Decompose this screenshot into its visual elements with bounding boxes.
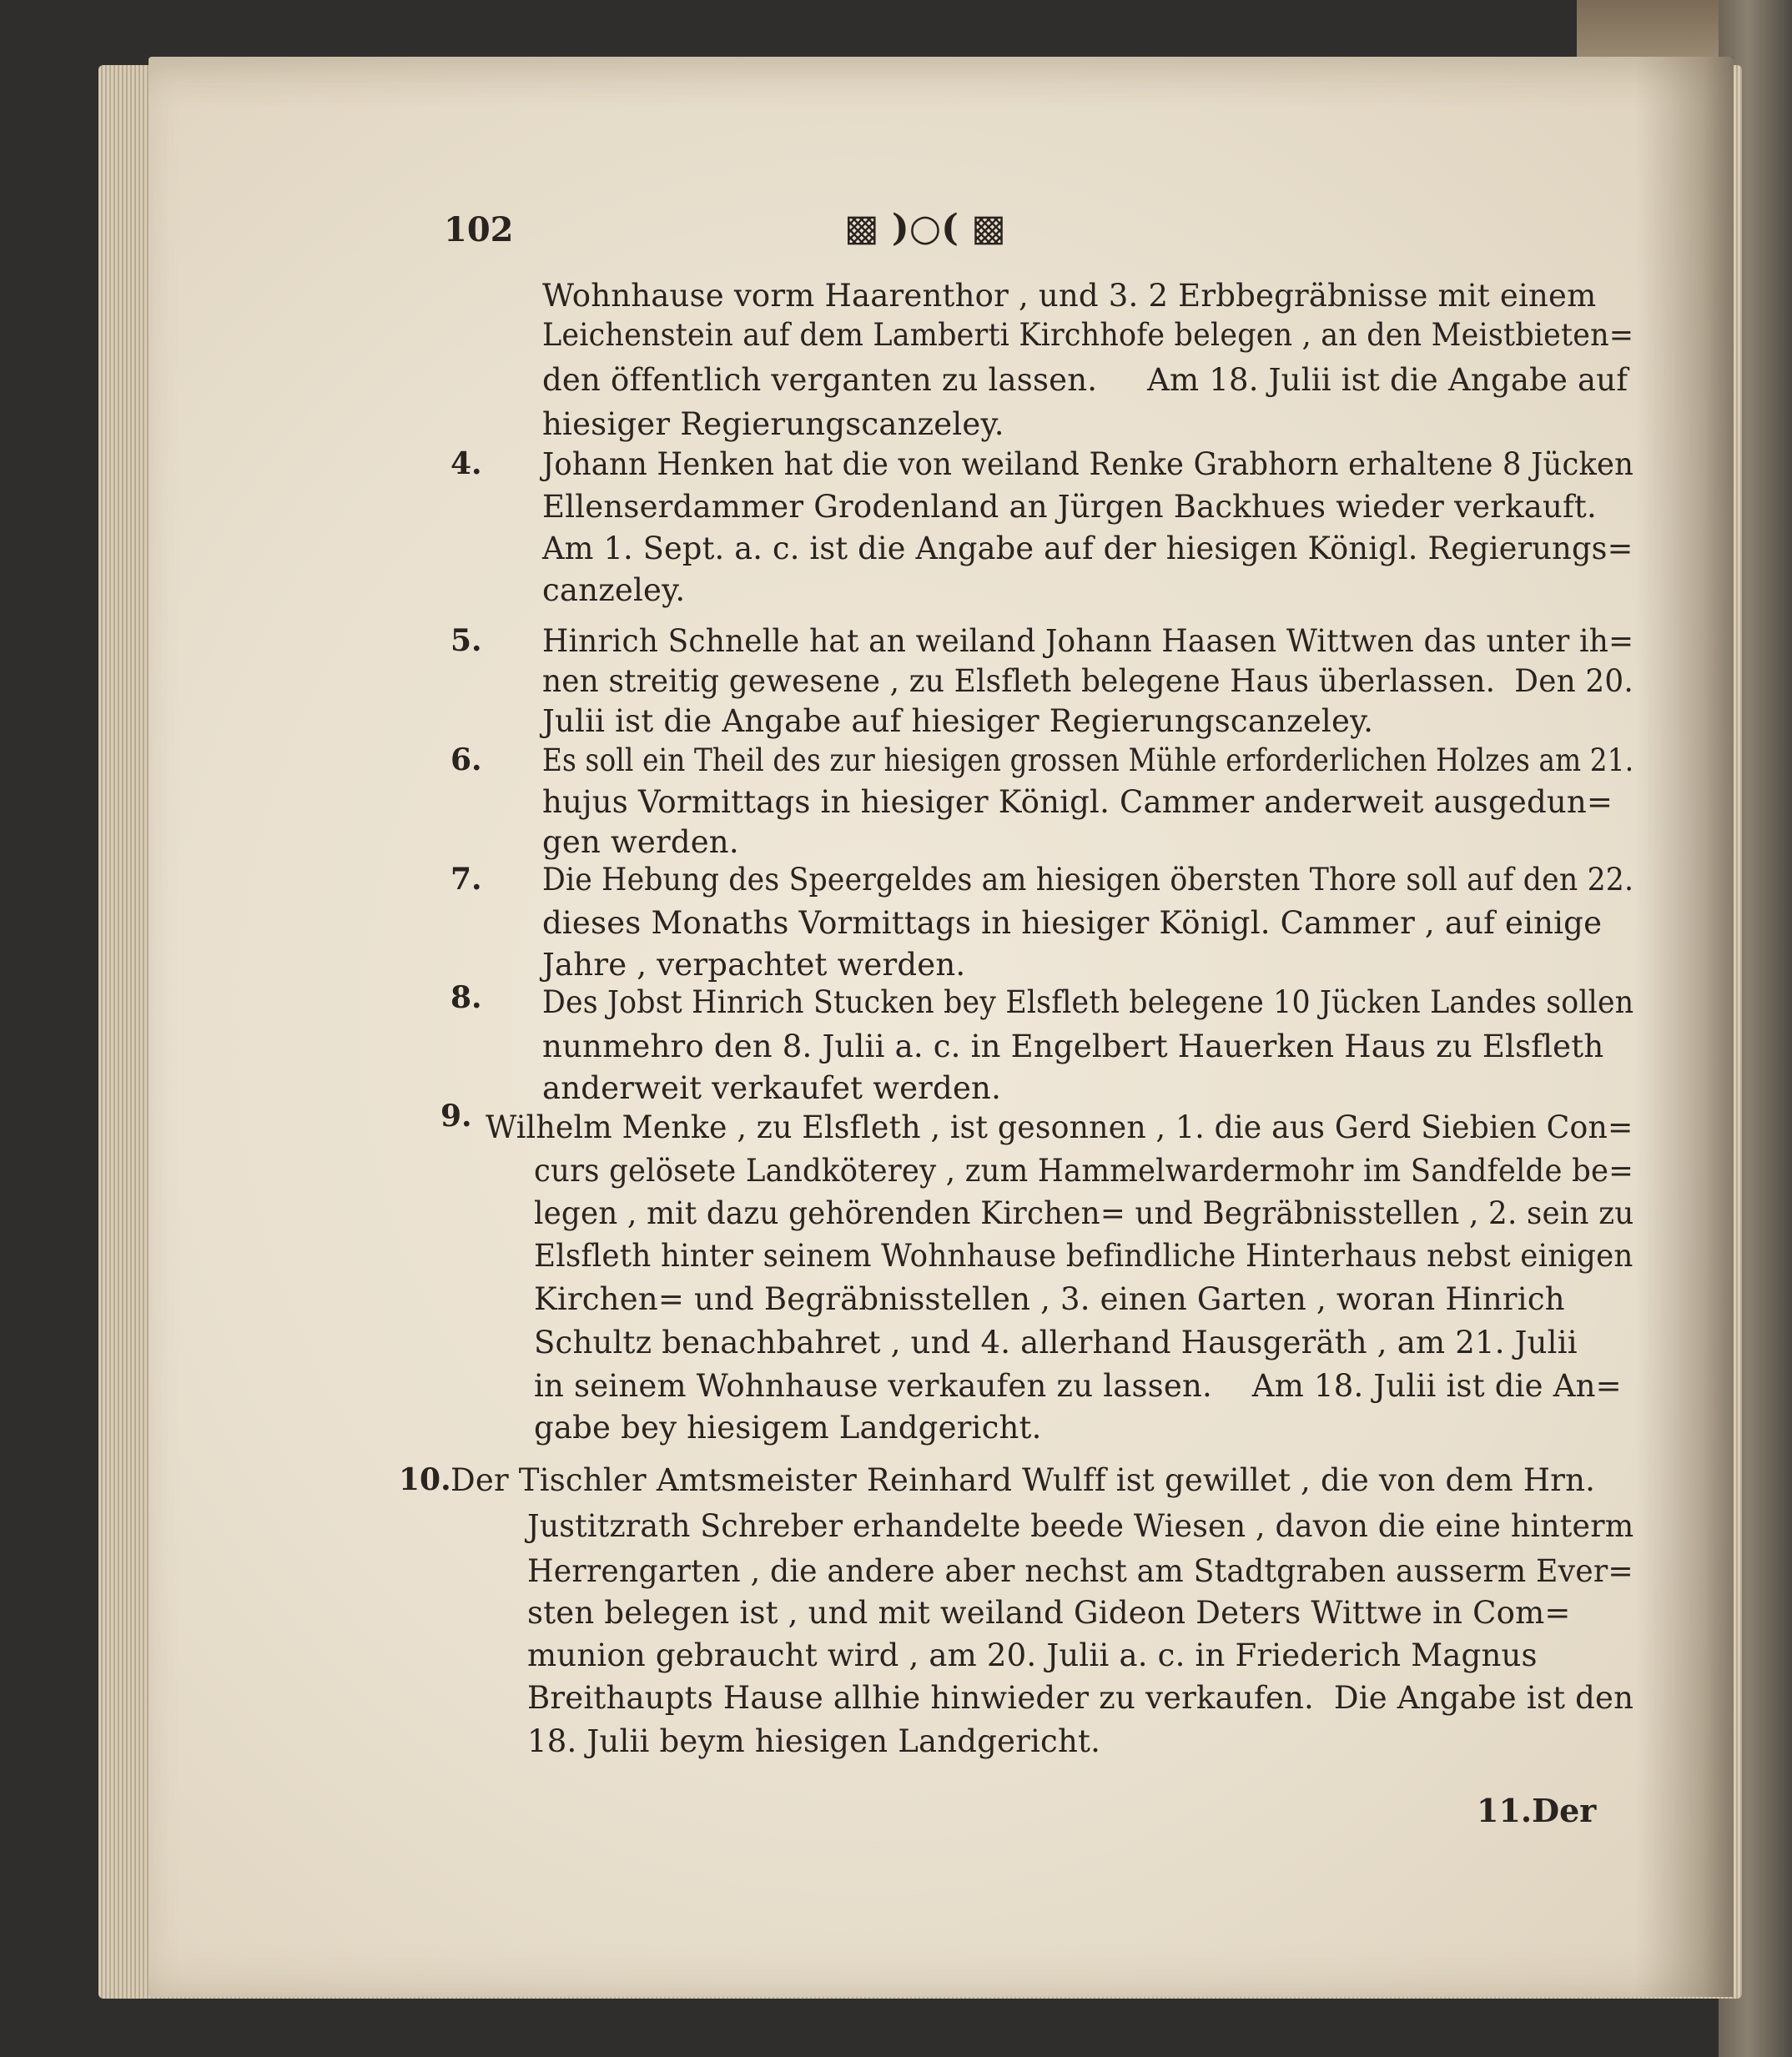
- text-line: Julii ist die Angabe auf hiesiger Regierungscanzeley.: [542, 703, 1374, 739]
- text-line: Ellenserdammer Grodenland an Jürgen Backhues wieder verkauft.: [542, 489, 1597, 525]
- text-line: Am 1. Sept. a. c. ist die Angabe auf der hiesigen Königl. Regierungs=: [542, 531, 1633, 566]
- text-line: gabe bey hiesigem Landgericht.: [534, 1410, 1042, 1446]
- text-line: sten belegen ist , und mit weiland Gideon Deters Wittwe in Com=: [527, 1595, 1571, 1631]
- entry-number: 8.: [451, 980, 482, 1015]
- text-line: Herrengarten , die andere aber nechst am Stadtgraben ausserm Ever=: [527, 1553, 1633, 1589]
- entry-number: 5.: [451, 623, 482, 658]
- entry-number: 10.: [399, 1462, 451, 1497]
- text-line: Leichenstein auf dem Lamberti Kirchhofe belegen , an den Meistbieten=: [542, 317, 1634, 353]
- entry-number: 9.: [440, 1099, 472, 1134]
- text-line: dieses Monaths Vormittags in hiesiger Königl. Cammer , auf einige: [542, 905, 1603, 941]
- text-line: Elsfleth hinter seinem Wohnhause befindliche Hinterhaus nebst einigen: [534, 1238, 1633, 1274]
- text-line: Johann Henken hat die von weiland Renke Grabhorn erhaltene 8 Jücken: [542, 446, 1634, 482]
- page-number: 102: [444, 210, 514, 249]
- page-gutter-shadow: [1635, 57, 1734, 1997]
- text-line: Kirchen= und Begräbnisstellen , 3. einen Garten , woran Hinrich: [534, 1281, 1565, 1317]
- text-line: munion gebraucht wird , am 20. Julii a. c. in Friederich Magnus: [527, 1637, 1538, 1673]
- text-line: hiesiger Regierungscanzeley.: [542, 406, 1004, 442]
- text-line: Wilhelm Menke , zu Elsfleth , ist gesonnen , 1. die aus Gerd Siebien Con=: [486, 1109, 1633, 1145]
- text-line: nunmehro den 8. Julii a. c. in Engelbert Hauerken Haus zu Elsfleth: [542, 1028, 1604, 1064]
- text-line: curs gelösete Landköterey , zum Hammelwardermohr im Sandfelde be=: [534, 1153, 1634, 1189]
- text-line: Schultz benachbahret , und 4. allerhand Hausgeräth , am 21. Julii: [534, 1325, 1578, 1360]
- text-line: canzeley.: [542, 572, 686, 608]
- text-line: Breithaupts Hause allhie hinwieder zu verkaufen. Die Angabe ist den: [527, 1680, 1634, 1716]
- text-line: in seinem Wohnhause verkaufen zu lassen. Am 18. Julii ist die An=: [534, 1368, 1622, 1404]
- text-line: 18. Julii beym hiesigen Landgericht.: [527, 1723, 1101, 1759]
- text-line: Des Jobst Hinrich Stucken bey Elsfleth belegene 10 Jücken Landes sollen: [542, 984, 1634, 1020]
- text-line: den öffentlich verganten zu lassen. Am 18. Julii ist die Angabe auf: [542, 362, 1628, 398]
- header-ornament: ▩ )○( ▩: [844, 207, 1006, 249]
- text-line: Justitzrath Schreber erhandelte beede Wiesen , davon die eine hinterm: [527, 1508, 1634, 1544]
- entry-number: 6.: [451, 742, 482, 777]
- text-line: gen werden.: [542, 824, 739, 860]
- catchword: 11.Der: [1477, 1792, 1597, 1829]
- text-line: hujus Vormittags in hiesiger Königl. Cammer anderweit ausgedun=: [542, 784, 1613, 820]
- text-line: Jahre , verpachtet werden.: [542, 947, 966, 983]
- text-line: legen , mit dazu gehörenden Kirchen= und Begräbnisstellen , 2. sein zu: [534, 1195, 1634, 1231]
- page-header: [444, 207, 1637, 254]
- entry-number: 7.: [451, 862, 482, 897]
- text-line: nen streitig gewesene , zu Elsfleth belegene Haus überlassen. Den 20.: [542, 663, 1633, 699]
- text-line: Die Hebung des Speergeldes am hiesigen öbersten Thore soll auf den 22.: [542, 862, 1634, 898]
- text-line: Der Tischler Amtsmeister Reinhard Wulff ist gewillet , die von dem Hrn.: [451, 1462, 1596, 1498]
- entry-number: 4.: [451, 446, 482, 481]
- text-line: Wohnhause vorm Haarenthor , und 3. 2 Erbbegräbnisse mit einem: [542, 278, 1597, 314]
- text-line: Hinrich Schnelle hat an weiland Johann Haasen Wittwen das unter ih=: [542, 623, 1634, 659]
- text-line: Es soll ein Theil des zur hiesigen grossen Mühle erforderlichen Holzes am 21.: [542, 742, 1634, 778]
- text-line: anderweit verkaufet werden.: [542, 1070, 1002, 1106]
